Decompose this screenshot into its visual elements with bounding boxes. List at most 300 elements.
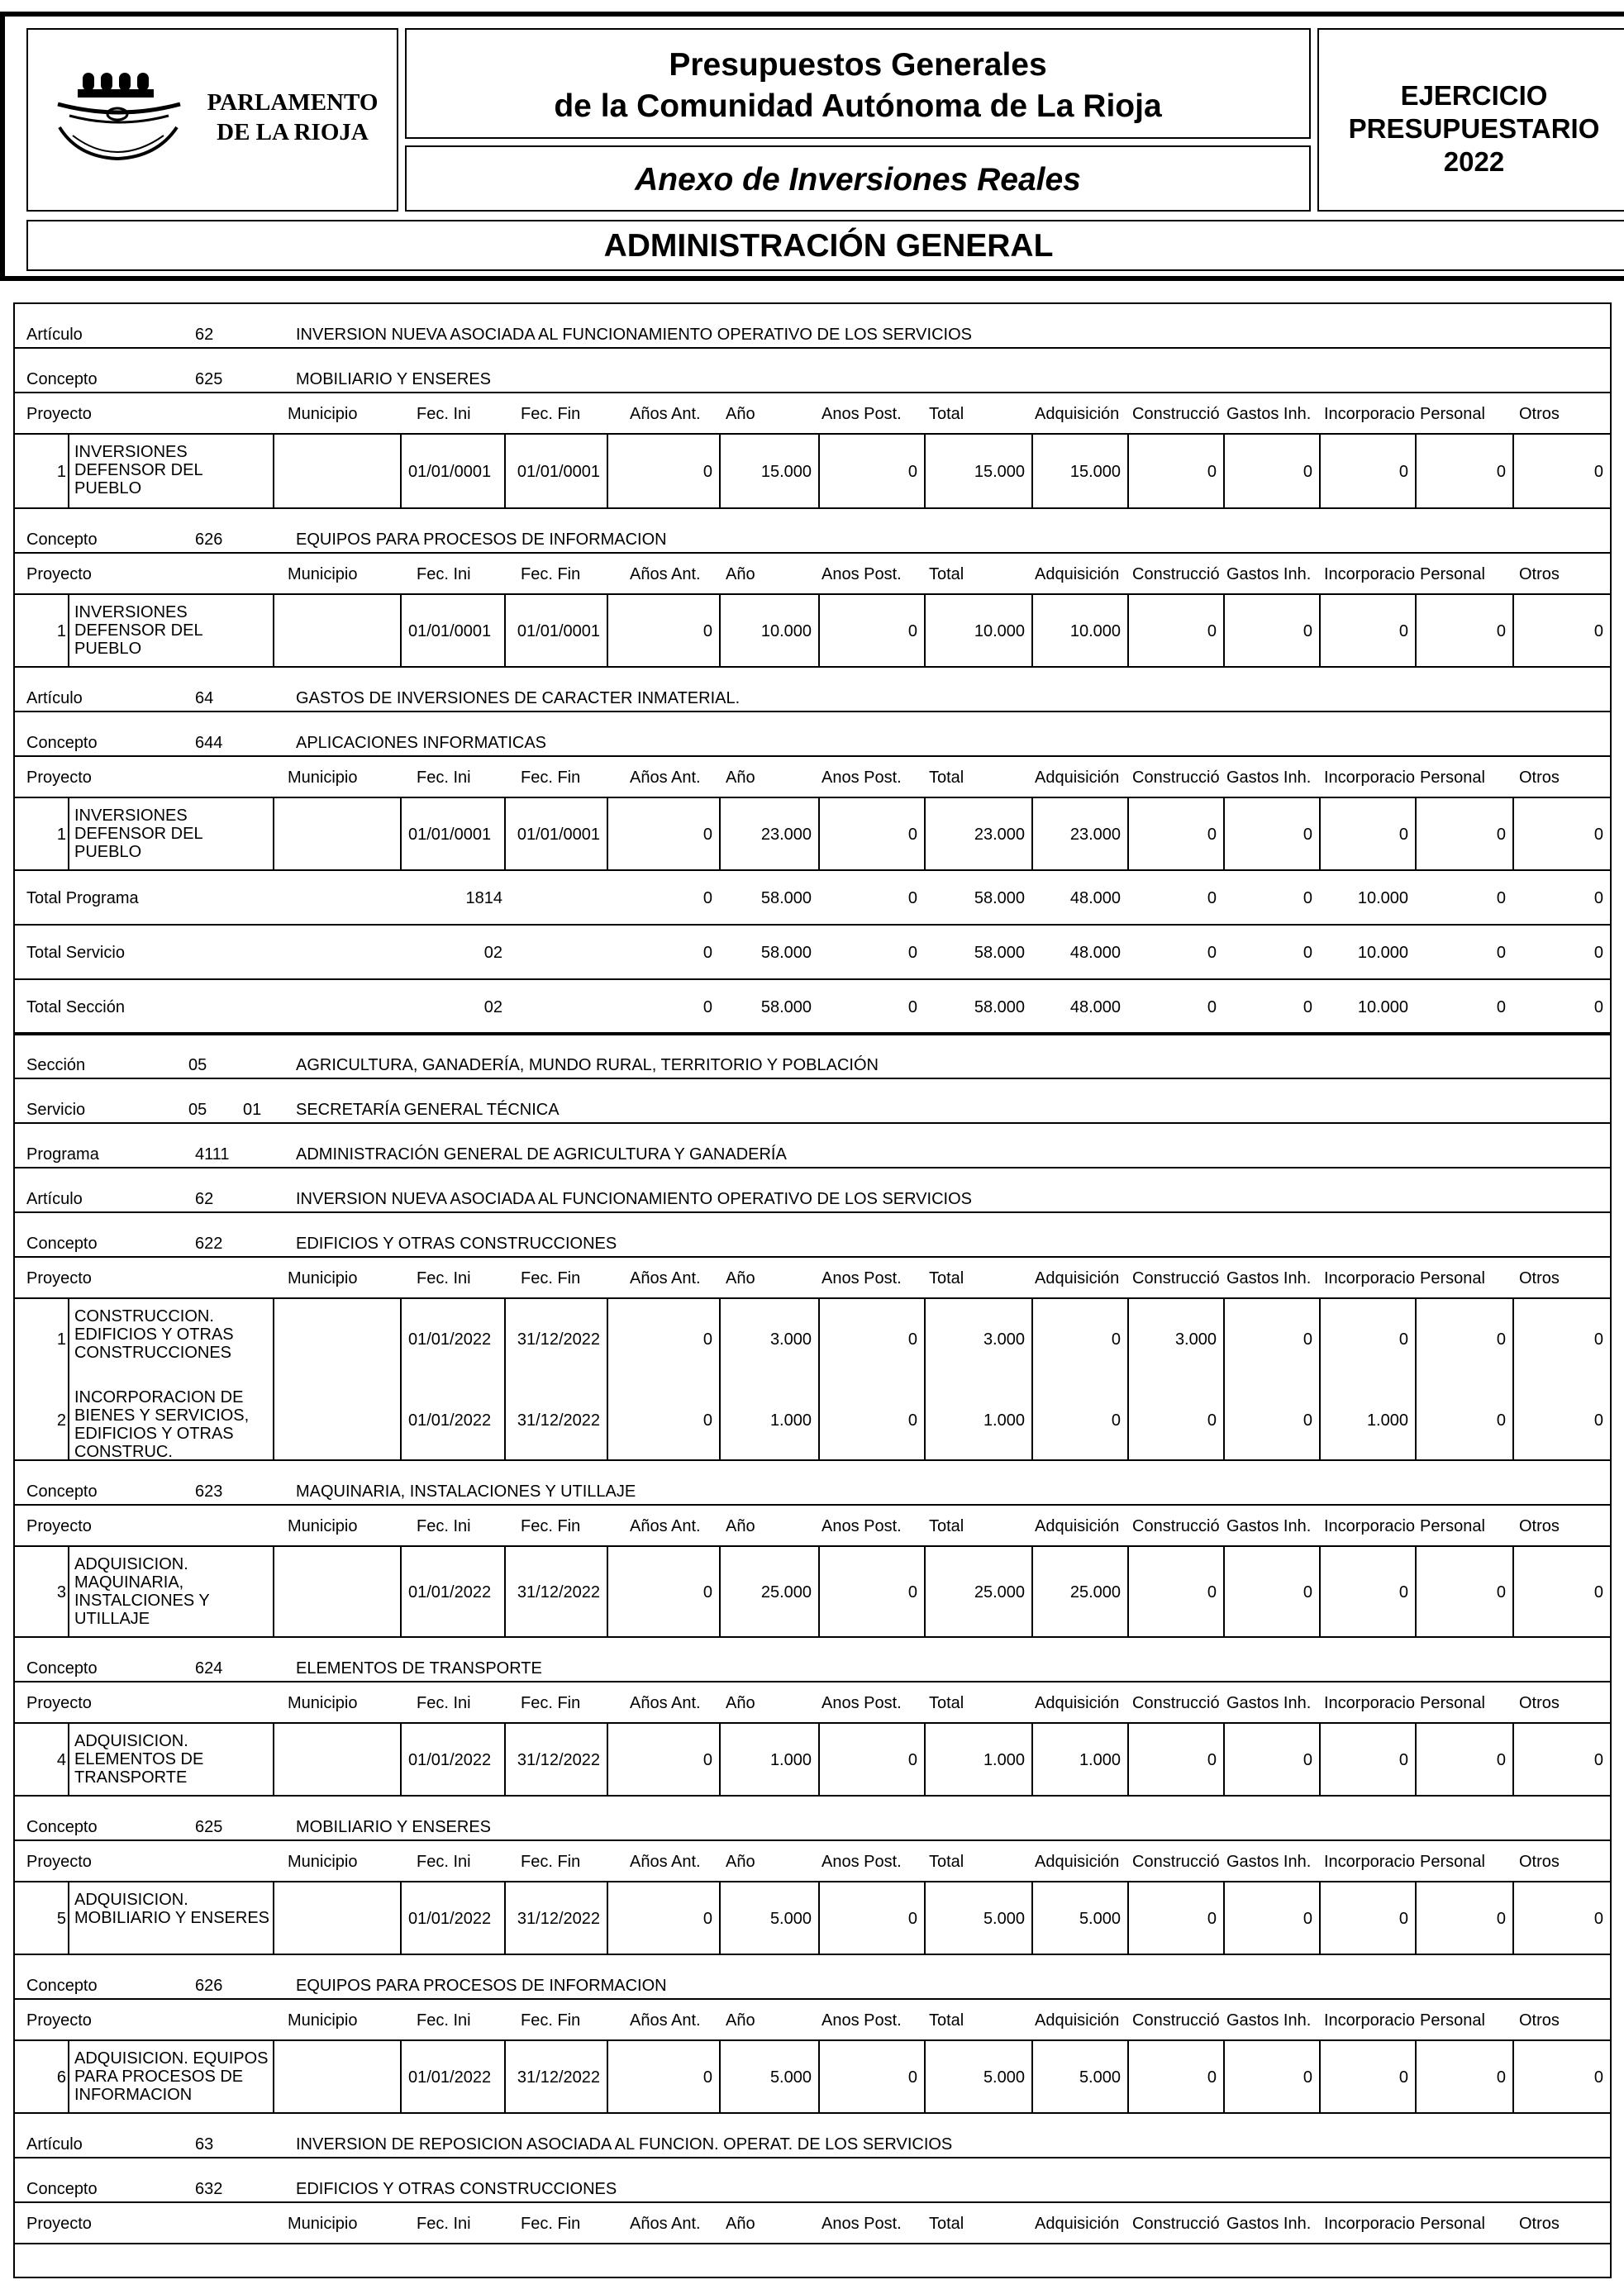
total-incorporacion: 10.000	[1357, 944, 1408, 962]
column-header-adquisicion: Adquisición	[1035, 1694, 1120, 1712]
column-header-proyecto: Proyecto	[26, 2215, 92, 2233]
total-total: 58.000	[974, 998, 1025, 1016]
value-gastos-inh: 0	[1303, 1910, 1312, 1928]
value-gastos-inh: 0	[1303, 622, 1312, 640]
value-fec-fin: 01/01/0001	[517, 826, 600, 844]
level-code: 4111	[195, 1145, 230, 1164]
value-cell	[1127, 1299, 1223, 1459]
column-header-ano: Año	[726, 769, 755, 787]
document-subtitle: Anexo de Inversiones Reales	[405, 145, 1311, 212]
value-incorporacion: 0	[1398, 2068, 1408, 2087]
value-fec-ini: 01/01/0001	[408, 463, 492, 481]
value-anos-ant: 0	[702, 1751, 712, 1769]
value-anos-ant: 0	[702, 1411, 712, 1430]
value-personal: 0	[1496, 1751, 1506, 1769]
column-header-otros: Otros	[1519, 1517, 1560, 1535]
level-description: EDIFICIOS Y OTRAS CONSTRUCCIONES	[296, 1235, 617, 1253]
project-name: ADQUISICION. MAQUINARIA, INSTALCIONES Y UTILLAJE	[68, 1555, 273, 1628]
column-header-row	[15, 1682, 1610, 1724]
column-header-proyecto: Proyecto	[26, 2011, 92, 2030]
total-anos-ant: 0	[702, 998, 712, 1016]
value-anos-post: 0	[907, 1411, 917, 1430]
total-gastos-inh: 0	[1303, 944, 1312, 962]
column-header-total: Total	[929, 405, 964, 423]
column-header-anos-post: Anos Post.	[822, 565, 902, 583]
column-header-personal: Personal	[1420, 1694, 1485, 1712]
column-header-construccion: Construcció	[1132, 2011, 1220, 2030]
level-code: 622	[195, 1235, 223, 1253]
value-cell	[1319, 1299, 1415, 1459]
column-header-otros: Otros	[1519, 2215, 1560, 2233]
logo-line1: PARLAMENTO	[207, 89, 379, 116]
project-name: INVERSIONES DEFENSOR DEL PUEBLO	[68, 603, 273, 658]
column-header-personal: Personal	[1420, 565, 1485, 583]
project-row	[15, 1299, 1610, 1461]
value-personal: 0	[1496, 1330, 1506, 1349]
value-total: 1.000	[983, 1751, 1025, 1769]
column-header-adquisicion: Adquisición	[1035, 405, 1120, 423]
section-banner: ADMINISTRACIÓN GENERAL	[26, 220, 1624, 271]
level-code: 62	[195, 326, 214, 344]
total-label: Total Sección	[26, 998, 125, 1016]
column-header-proyecto: Proyecto	[26, 405, 92, 423]
value-anos-ant: 0	[702, 463, 712, 481]
level-code: 644	[195, 734, 223, 752]
column-header-proyecto: Proyecto	[26, 565, 92, 583]
value-total: 10.000	[974, 622, 1025, 640]
column-header-adquisicion: Adquisición	[1035, 1269, 1120, 1287]
level-label: Artículo	[26, 326, 83, 344]
level-label: Concepto	[26, 2180, 98, 2198]
value-construccion: 0	[1207, 1910, 1217, 1928]
value-cell	[924, 1299, 1031, 1459]
level-label: Concepto	[26, 1659, 98, 1678]
level-row	[15, 2158, 1610, 2203]
column-header-otros: Otros	[1519, 565, 1560, 583]
value-fec-fin: 01/01/0001	[517, 622, 600, 640]
value-ano: 5.000	[769, 2068, 812, 2087]
column-header-municipio: Municipio	[288, 1853, 358, 1871]
total-code: 02	[483, 944, 502, 962]
value-cell	[607, 798, 719, 869]
name-divider	[68, 435, 69, 507]
value-anos-post: 0	[907, 1330, 917, 1349]
total-otros: 0	[1593, 998, 1603, 1016]
level-description: ELEMENTOS DE TRANSPORTE	[296, 1659, 542, 1678]
column-header-anos-post: Anos Post.	[822, 1694, 902, 1712]
column-header-row	[15, 554, 1610, 595]
value-gastos-inh: 0	[1303, 1411, 1312, 1430]
value-incorporacion: 0	[1398, 622, 1408, 640]
column-header-ano: Año	[726, 1517, 755, 1535]
value-otros: 0	[1593, 1583, 1603, 1602]
level-description: MOBILIARIO Y ENSERES	[296, 370, 492, 388]
column-header-anos-post: Anos Post.	[822, 2215, 902, 2233]
project-index: 1	[56, 463, 66, 481]
level-label: Concepto	[26, 1977, 98, 1995]
column-header-proyecto: Proyecto	[26, 1694, 92, 1712]
value-gastos-inh: 0	[1303, 463, 1312, 481]
level-row	[15, 349, 1610, 393]
value-personal: 0	[1496, 1910, 1506, 1928]
column-header-incorporacion: Incorporacio	[1324, 769, 1415, 787]
project-index: 3	[56, 1583, 66, 1602]
project-row	[15, 1547, 1610, 1638]
column-header-personal: Personal	[1420, 769, 1485, 787]
value-personal: 0	[1496, 463, 1506, 481]
value-adquisicion: 5.000	[1079, 2068, 1121, 2087]
title-line1: Presupuestos Generales	[669, 47, 1047, 83]
column-header-fec-fin: Fec. Fin	[521, 769, 581, 787]
document-title	[405, 28, 1311, 139]
value-ano: 5.000	[769, 1910, 812, 1928]
value-anos-post: 0	[907, 622, 917, 640]
column-header-incorporacion: Incorporacio	[1324, 565, 1415, 583]
column-header-fec-fin: Fec. Fin	[521, 565, 581, 583]
value-construccion: 0	[1207, 1583, 1217, 1602]
level-description: GASTOS DE INVERSIONES DE CARACTER INMATERIAL.	[296, 689, 741, 707]
column-header-fec-ini: Fec. Ini	[417, 2215, 471, 2233]
project-row	[15, 1882, 1610, 1955]
level-row	[15, 1638, 1610, 1682]
value-gastos-inh: 0	[1303, 826, 1312, 844]
column-header-otros: Otros	[1519, 2011, 1560, 2030]
level-row	[15, 2114, 1610, 2158]
value-construccion: 0	[1207, 2068, 1217, 2087]
total-code: 02	[483, 998, 502, 1016]
column-header-ano: Año	[726, 1694, 755, 1712]
level-description: AGRICULTURA, GANADERÍA, MUNDO RURAL, TERRITORIO Y POBLACIÓN	[296, 1056, 879, 1074]
total-anos-post: 0	[907, 944, 917, 962]
value-personal: 0	[1496, 826, 1506, 844]
total-incorporacion: 10.000	[1357, 889, 1408, 907]
column-header-row	[15, 2000, 1610, 2041]
value-total: 1.000	[983, 1411, 1025, 1430]
column-header-anos-ant: Años Ant.	[630, 405, 701, 423]
project-index: 1	[56, 826, 66, 844]
value-otros: 0	[1593, 1751, 1603, 1769]
column-header-anos-ant: Años Ant.	[630, 565, 701, 583]
column-header-otros: Otros	[1519, 1269, 1560, 1287]
column-header-adquisicion: Adquisición	[1035, 565, 1120, 583]
value-adquisicion: 5.000	[1079, 1910, 1121, 1928]
column-header-total: Total	[929, 565, 964, 583]
value-incorporacion: 0	[1398, 1910, 1408, 1928]
name-divider	[68, 1882, 69, 1954]
column-header-ano: Año	[726, 2011, 755, 2030]
column-header-municipio: Municipio	[288, 1517, 358, 1535]
value-fec-ini: 01/01/2022	[408, 1751, 492, 1769]
level-label: Concepto	[26, 1818, 98, 1836]
value-anos-ant: 0	[702, 622, 712, 640]
column-header-personal: Personal	[1420, 2011, 1485, 2030]
project-name: INVERSIONES DEFENSOR DEL PUEBLO	[68, 807, 273, 861]
level-row	[15, 1079, 1610, 1124]
level-label: Concepto	[26, 734, 98, 752]
total-personal: 0	[1496, 944, 1506, 962]
project-index: 5	[56, 1910, 66, 1928]
value-anos-post: 0	[907, 1910, 917, 1928]
value-otros: 0	[1593, 1330, 1603, 1349]
year-line3: 2022	[1443, 146, 1505, 177]
value-fec-ini: 01/01/2022	[408, 1910, 492, 1928]
column-header-personal: Personal	[1420, 1269, 1485, 1287]
total-ano: 58.000	[760, 944, 812, 962]
total-adquisicion: 48.000	[1069, 944, 1121, 962]
column-header-gastos-inh: Gastos Inh.	[1226, 1269, 1312, 1287]
value-cell	[818, 1299, 924, 1459]
value-cell	[273, 2041, 400, 2112]
value-adquisicion: 0	[1111, 1330, 1121, 1349]
column-header-personal: Personal	[1420, 1517, 1485, 1535]
column-header-municipio: Municipio	[288, 405, 358, 423]
column-header-otros: Otros	[1519, 1694, 1560, 1712]
column-header-fec-ini: Fec. Ini	[417, 769, 471, 787]
column-header-row	[15, 1506, 1610, 1547]
value-adquisicion: 25.000	[1069, 1583, 1121, 1602]
column-header-proyecto: Proyecto	[26, 1517, 92, 1535]
level-description: EDIFICIOS Y OTRAS CONSTRUCCIONES	[296, 2180, 617, 2198]
value-personal: 0	[1496, 622, 1506, 640]
name-divider	[68, 2041, 69, 2112]
value-anos-ant: 0	[702, 2068, 712, 2087]
column-header-otros: Otros	[1519, 1853, 1560, 1871]
column-header-incorporacion: Incorporacio	[1324, 1853, 1415, 1871]
value-construccion: 0	[1207, 463, 1217, 481]
column-header-municipio: Municipio	[288, 769, 358, 787]
value-anos-post: 0	[907, 2068, 917, 2087]
column-header-row	[15, 757, 1610, 798]
column-header-anos-ant: Años Ant.	[630, 1269, 701, 1287]
level-code: 625	[195, 370, 223, 388]
column-header-fec-fin: Fec. Fin	[521, 2215, 581, 2233]
column-header-personal: Personal	[1420, 2215, 1485, 2233]
project-index: 6	[56, 2068, 66, 2087]
column-header-fec-fin: Fec. Fin	[521, 2011, 581, 2030]
total-incorporacion: 10.000	[1357, 998, 1408, 1016]
column-header-gastos-inh: Gastos Inh.	[1226, 2215, 1312, 2233]
value-gastos-inh: 0	[1303, 1330, 1312, 1349]
column-header-municipio: Municipio	[288, 1694, 358, 1712]
column-header-anos-post: Anos Post.	[822, 1517, 902, 1535]
value-cell	[719, 1299, 818, 1459]
document-header	[0, 12, 1624, 281]
column-header-fec-fin: Fec. Fin	[521, 1694, 581, 1712]
total-code: 1814	[465, 889, 502, 907]
level-subcode: 01	[243, 1101, 262, 1119]
level-row	[15, 712, 1610, 757]
level-row	[15, 1955, 1610, 2000]
value-anos-post: 0	[907, 463, 917, 481]
column-header-municipio: Municipio	[288, 565, 358, 583]
value-anos-ant: 0	[702, 826, 712, 844]
project-name: INVERSIONES DEFENSOR DEL PUEBLO	[68, 443, 273, 497]
column-header-proyecto: Proyecto	[26, 1853, 92, 1871]
value-ano: 10.000	[760, 622, 812, 640]
year-line1: EJERCICIO	[1400, 80, 1548, 111]
level-code: 63	[195, 2135, 214, 2154]
column-header-otros: Otros	[1519, 769, 1560, 787]
value-construccion: 0	[1207, 826, 1217, 844]
value-cell	[273, 1547, 400, 1636]
level-code: 624	[195, 1659, 223, 1678]
project-row	[15, 798, 1610, 871]
column-header-anos-ant: Años Ant.	[630, 1517, 701, 1535]
value-incorporacion: 0	[1398, 1751, 1408, 1769]
total-ano: 58.000	[760, 889, 812, 907]
value-fec-fin: 31/12/2022	[517, 1411, 600, 1430]
total-row	[15, 871, 1610, 926]
value-cell	[1415, 1299, 1512, 1459]
column-header-ano: Año	[726, 1853, 755, 1871]
column-header-total: Total	[929, 2215, 964, 2233]
column-header-incorporacion: Incorporacio	[1324, 1269, 1415, 1287]
name-divider	[68, 1299, 69, 1459]
value-cell	[273, 595, 400, 666]
investment-table	[13, 302, 1612, 2278]
level-description: APLICACIONES INFORMATICAS	[296, 734, 547, 752]
value-fec-fin: 31/12/2022	[517, 1330, 600, 1349]
value-ano: 15.000	[760, 463, 812, 481]
total-ano: 58.000	[760, 998, 812, 1016]
value-otros: 0	[1593, 1411, 1603, 1430]
total-anos-post: 0	[907, 998, 917, 1016]
level-label: Artículo	[26, 689, 83, 707]
level-code: 623	[195, 1483, 223, 1501]
column-header-adquisicion: Adquisición	[1035, 1853, 1120, 1871]
column-header-gastos-inh: Gastos Inh.	[1226, 565, 1312, 583]
column-header-fec-fin: Fec. Fin	[521, 1517, 581, 1535]
value-otros: 0	[1593, 826, 1603, 844]
column-header-construccion: Construcció	[1132, 2215, 1220, 2233]
column-header-fec-ini: Fec. Ini	[417, 1853, 471, 1871]
column-header-fec-ini: Fec. Ini	[417, 1517, 471, 1535]
value-fec-ini: 01/01/0001	[408, 826, 492, 844]
value-personal: 0	[1496, 1583, 1506, 1602]
level-row	[15, 509, 1610, 554]
value-anos-ant: 0	[702, 1583, 712, 1602]
value-fec-fin: 01/01/0001	[517, 463, 600, 481]
value-cell	[607, 435, 719, 507]
value-otros: 0	[1593, 2068, 1603, 2087]
level-description: MAQUINARIA, INSTALACIONES Y UTILLAJE	[296, 1483, 636, 1501]
total-otros: 0	[1593, 889, 1603, 907]
column-header-row	[15, 1258, 1610, 1299]
value-otros: 0	[1593, 1910, 1603, 1928]
column-header-anos-post: Anos Post.	[822, 1853, 902, 1871]
column-header-row	[15, 2203, 1610, 2244]
total-gastos-inh: 0	[1303, 889, 1312, 907]
column-header-total: Total	[929, 1517, 964, 1535]
total-label: Total Programa	[26, 889, 139, 907]
value-anos-ant: 0	[702, 1910, 712, 1928]
level-description: INVERSION NUEVA ASOCIADA AL FUNCIONAMIENTO OPERATIVO DE LOS SERVICIOS	[296, 1190, 972, 1208]
level-code: 62	[195, 1190, 214, 1208]
column-header-otros: Otros	[1519, 405, 1560, 423]
name-divider	[68, 595, 69, 666]
value-fec-ini: 01/01/2022	[408, 2068, 492, 2087]
value-total: 23.000	[974, 826, 1025, 844]
value-fec-ini: 01/01/2022	[408, 1411, 492, 1430]
column-header-anos-ant: Años Ant.	[630, 769, 701, 787]
project-row	[15, 2041, 1610, 2114]
level-label: Concepto	[26, 370, 98, 388]
column-header-row	[15, 393, 1610, 435]
column-header-fec-fin: Fec. Fin	[521, 405, 581, 423]
level-label: Servicio	[26, 1101, 86, 1119]
column-header-proyecto: Proyecto	[26, 769, 92, 787]
total-adquisicion: 48.000	[1069, 889, 1121, 907]
column-header-incorporacion: Incorporacio	[1324, 405, 1415, 423]
value-cell	[1512, 1299, 1610, 1459]
level-code: 64	[195, 689, 214, 707]
value-incorporacion: 0	[1398, 1330, 1408, 1349]
project-row	[15, 595, 1610, 668]
value-ano: 25.000	[760, 1583, 812, 1602]
level-row	[15, 1797, 1610, 1841]
name-divider	[68, 1547, 69, 1636]
level-row	[15, 1124, 1610, 1168]
title-line2: de la Comunidad Autónoma de La Rioja	[554, 88, 1162, 124]
total-gastos-inh: 0	[1303, 998, 1312, 1016]
value-adquisicion: 1.000	[1079, 1751, 1121, 1769]
level-description: SECRETARÍA GENERAL TÉCNICA	[296, 1101, 560, 1119]
column-header-construccion: Construcció	[1132, 1517, 1220, 1535]
level-label: Concepto	[26, 1235, 98, 1253]
total-anos-post: 0	[907, 889, 917, 907]
column-header-total: Total	[929, 1853, 964, 1871]
project-row	[15, 1724, 1610, 1797]
total-anos-ant: 0	[702, 889, 712, 907]
value-cell	[273, 435, 400, 507]
column-header-anos-post: Anos Post.	[822, 1269, 902, 1287]
value-fec-fin: 31/12/2022	[517, 1910, 600, 1928]
total-total: 58.000	[974, 944, 1025, 962]
value-ano: 23.000	[760, 826, 812, 844]
value-cell	[607, 2041, 719, 2112]
total-personal: 0	[1496, 889, 1506, 907]
value-cell	[273, 1299, 400, 1459]
column-header-adquisicion: Adquisición	[1035, 769, 1120, 787]
column-header-total: Total	[929, 769, 964, 787]
value-ano: 1.000	[769, 1751, 812, 1769]
name-divider	[68, 798, 69, 869]
value-total: 5.000	[983, 1910, 1025, 1928]
value-personal: 0	[1496, 2068, 1506, 2087]
value-adquisicion: 23.000	[1069, 826, 1121, 844]
value-gastos-inh: 0	[1303, 1751, 1312, 1769]
column-header-construccion: Construcció	[1132, 405, 1220, 423]
value-fec-fin: 31/12/2022	[517, 2068, 600, 2087]
value-cell	[273, 798, 400, 869]
value-construccion: 3.000	[1174, 1330, 1217, 1349]
level-label: Concepto	[26, 531, 98, 549]
column-header-incorporacion: Incorporacio	[1324, 2215, 1415, 2233]
column-header-gastos-inh: Gastos Inh.	[1226, 1694, 1312, 1712]
value-cell	[607, 1882, 719, 1954]
total-construccion: 0	[1207, 998, 1217, 1016]
level-label: Artículo	[26, 2135, 83, 2154]
project-row	[15, 435, 1610, 509]
project-index: 1	[56, 622, 66, 640]
value-total: 3.000	[983, 1330, 1025, 1349]
column-header-anos-post: Anos Post.	[822, 405, 902, 423]
level-code: 626	[195, 1977, 223, 1995]
project-name: INCORPORACION DE BIENES Y SERVICIOS, EDIFICIOS Y OTRAS CONSTRUC.	[68, 1388, 273, 1461]
column-header-anos-post: Anos Post.	[822, 769, 902, 787]
column-header-ano: Año	[726, 565, 755, 583]
column-header-anos-ant: Años Ant.	[630, 1694, 701, 1712]
